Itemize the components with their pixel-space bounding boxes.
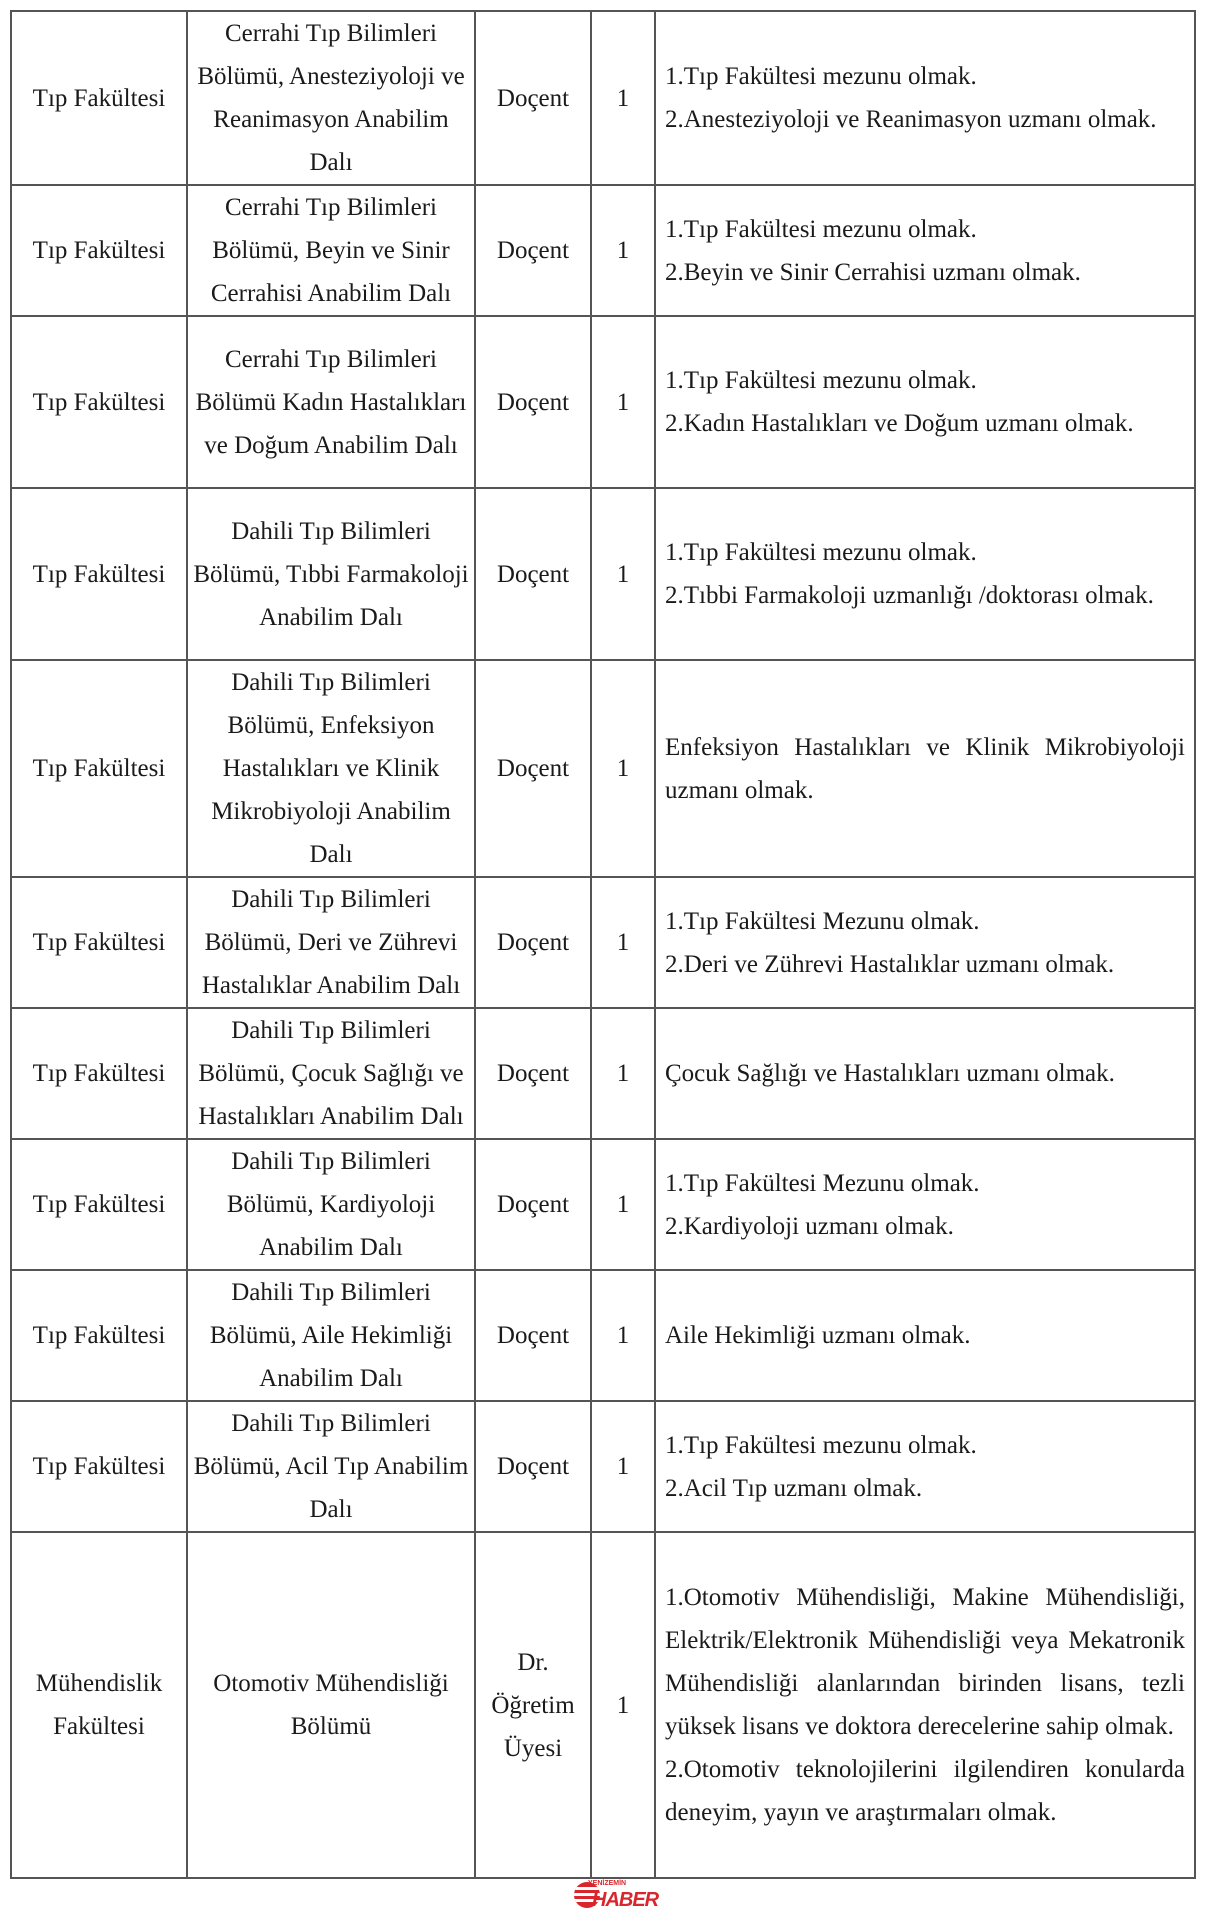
faculty-cell: Tıp Fakültesi (11, 488, 187, 660)
requirements-cell (655, 1532, 1195, 1878)
requirement-line: 1.Tıp Fakültesi mezunu olmak. (665, 539, 977, 566)
requirement-line: 1.Tıp Fakültesi mezunu olmak. (665, 215, 977, 243)
department-cell: Cerrahi Tıp Bilimleri Bölümü, Anesteziyoloji ve Reanimasyon Anabilim Dalı (187, 11, 475, 185)
requirements-cell (655, 1008, 1195, 1139)
title-cell: Doçent (475, 11, 591, 185)
title-cell: Doçent (475, 1139, 591, 1270)
faculty-cell: Tıp Fakültesi (11, 11, 187, 185)
title-cell: Doçent (475, 1401, 591, 1532)
table-row (11, 1139, 1195, 1270)
faculty-cell: Mühendislik Fakültesi (11, 1532, 187, 1878)
requirement-line: 2.Anesteziyoloji ve Reanimasyon uzmanı olmak. (665, 106, 1157, 133)
requirements-cell (655, 488, 1195, 660)
faculty-cell: Tıp Fakültesi (11, 1139, 187, 1270)
faculty-cell: Tıp Fakültesi (11, 877, 187, 1008)
department-cell: Dahili Tıp Bilimleri Bölümü, Deri ve Zührevi Hastalıklar Anabilim Dalı (187, 877, 475, 1008)
requirements-cell (655, 1139, 1195, 1270)
requirement-line: 1.Tıp Fakültesi mezunu olmak. (665, 1431, 977, 1459)
count-cell: 1 (591, 316, 655, 488)
requirement-line: Çocuk Sağlığı ve Hastalıkları uzmanı olmak. (665, 1060, 1115, 1087)
table-row (11, 185, 1195, 316)
requirements-cell (655, 316, 1195, 488)
count-cell: 1 (591, 488, 655, 660)
requirements-cell (655, 1401, 1195, 1532)
requirement-line: 2.Otomotiv teknolojilerini ilgilendiren konularda deneyim, yayın ve araştırmaları olmak. (665, 1756, 1185, 1826)
requirement-line: 1.Tıp Fakültesi Mezunu olmak. (665, 907, 980, 935)
requirement-line: 1.Tıp Fakültesi mezunu olmak. (665, 367, 977, 394)
yenizemin-haber-logo (574, 1880, 659, 1914)
count-cell: 1 (591, 11, 655, 185)
count-cell: 1 (591, 1401, 655, 1532)
requirement-line: 1.Tıp Fakültesi mezunu olmak. (665, 63, 977, 90)
department-cell: Dahili Tıp Bilimleri Bölümü, Aile Hekimliği Anabilim Dalı (187, 1270, 475, 1401)
count-cell: 1 (591, 1532, 655, 1878)
table-row (11, 316, 1195, 488)
count-cell: 1 (591, 1270, 655, 1401)
requirements-cell (655, 660, 1195, 877)
department-cell: Dahili Tıp Bilimleri Bölümü, Tıbbi Farmakoloji Anabilim Dalı (187, 488, 475, 660)
positions-table (10, 10, 1196, 1879)
requirements-cell (655, 11, 1195, 185)
department-cell: Cerrahi Tıp Bilimleri Bölümü, Beyin ve Sinir Cerrahisi Anabilim Dalı (187, 185, 475, 316)
table-row (11, 488, 1195, 660)
requirement-line: Aile Hekimliği uzmanı olmak. (665, 1322, 971, 1349)
count-cell: 1 (591, 660, 655, 877)
title-cell: Doçent (475, 877, 591, 1008)
department-cell: Otomotiv Mühendisliği Bölümü (187, 1532, 475, 1878)
requirement-line: 2.Beyin ve Sinir Cerrahisi uzmanı olmak. (665, 258, 1081, 286)
requirement-line: 2.Tıbbi Farmakoloji uzmanlığı /doktorası olmak. (665, 582, 1154, 609)
table-row (11, 1270, 1195, 1401)
table-row (11, 11, 1195, 185)
logo-top-text: YENİZEMİN (588, 1880, 627, 1887)
count-cell: 1 (591, 1139, 655, 1270)
department-cell: Dahili Tıp Bilimleri Bölümü, Acil Tıp Anabilim Dalı (187, 1401, 475, 1532)
requirement-line: 2.Kadın Hastalıkları ve Doğum uzmanı olmak. (665, 410, 1134, 437)
title-cell: Dr. Öğretim Üyesi (475, 1532, 591, 1878)
requirements-cell (655, 1270, 1195, 1401)
title-cell: Doçent (475, 316, 591, 488)
requirement-line: 2.Kardiyoloji uzmanı olmak. (665, 1212, 954, 1240)
requirements-cell (655, 877, 1195, 1008)
count-cell: 1 (591, 1008, 655, 1139)
requirement-line: 1.Otomotiv Mühendisliği, Makine Mühendisliği, Elektrik/Elektronik Mühendisliği veya Mekatronik Mühendisliği alanlarından birinden lisans, tezli yüksek lisans ve doktora derecelerine sahip olmak. (665, 1584, 1185, 1740)
requirement-line: 1.Tıp Fakültesi Mezunu olmak. (665, 1169, 980, 1197)
requirement-line: Enfeksiyon Hastalıkları ve Klinik Mikrobiyoloji uzmanı olmak. (665, 733, 1185, 804)
title-cell: Doçent (475, 488, 591, 660)
table-row (11, 1401, 1195, 1532)
faculty-cell: Tıp Fakültesi (11, 316, 187, 488)
requirements-cell (655, 185, 1195, 316)
faculty-cell: Tıp Fakültesi (11, 1401, 187, 1532)
table-row (11, 1008, 1195, 1139)
title-cell: Doçent (475, 660, 591, 877)
title-cell: Doçent (475, 185, 591, 316)
title-cell: Doçent (475, 1008, 591, 1139)
department-cell: Dahili Tıp Bilimleri Bölümü, Kardiyoloji Anabilim Dalı (187, 1139, 475, 1270)
requirement-line: 2.Acil Tıp uzmanı olmak. (665, 1474, 923, 1502)
department-cell: Cerrahi Tıp Bilimleri Bölümü Kadın Hastalıkları ve Doğum Anabilim Dalı (187, 316, 475, 488)
faculty-cell: Tıp Fakültesi (11, 660, 187, 877)
table-row (11, 877, 1195, 1008)
table-row (11, 660, 1195, 877)
logo-main-text: HABER (592, 1889, 659, 1911)
requirement-line: 2.Deri ve Zührevi Hastalıklar uzmanı olmak. (665, 950, 1115, 978)
faculty-cell: Tıp Fakültesi (11, 1270, 187, 1401)
department-cell: Dahili Tıp Bilimleri Bölümü, Enfeksiyon Hastalıkları ve Klinik Mikrobiyoloji Anabilim Dalı (187, 660, 475, 877)
title-cell: Doçent (475, 1270, 591, 1401)
faculty-cell: Tıp Fakültesi (11, 185, 187, 316)
faculty-cell: Tıp Fakültesi (11, 1008, 187, 1139)
department-cell: Dahili Tıp Bilimleri Bölümü, Çocuk Sağlığı ve Hastalıkları Anabilim Dalı (187, 1008, 475, 1139)
positions-table-body (11, 11, 1195, 1878)
count-cell: 1 (591, 877, 655, 1008)
table-row (11, 1532, 1195, 1878)
count-cell: 1 (591, 185, 655, 316)
